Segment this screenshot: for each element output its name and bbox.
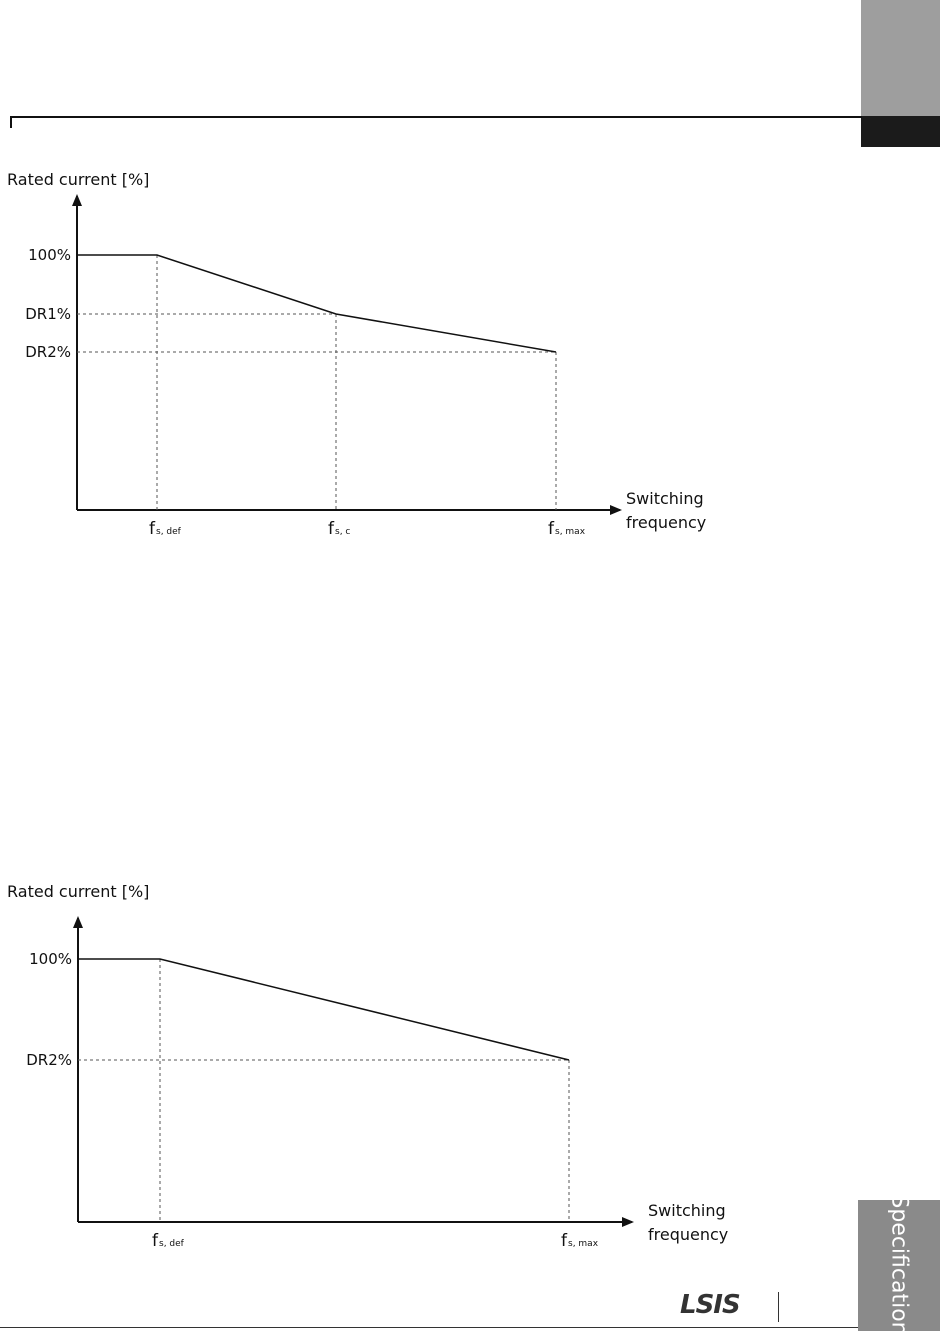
x-axis-title-line: Switching xyxy=(648,1201,726,1220)
x-tick-subscript: s, max xyxy=(555,527,586,537)
section-side-tab-label: Specification xyxy=(886,1194,912,1336)
y-axis-title: Rated current [%] xyxy=(7,170,150,189)
y-tick-label: DR1% xyxy=(25,305,71,323)
x-axis-title-line: frequency xyxy=(626,513,707,532)
x-tick-subscript: s, max xyxy=(568,1239,599,1249)
y-tick-label: 100% xyxy=(28,246,71,264)
x-tick-subscript: s, c xyxy=(335,527,351,537)
y-axis-title: Rated current [%] xyxy=(7,882,150,901)
chart-derating-1 xyxy=(0,160,800,560)
x-axis-arrow xyxy=(610,505,622,515)
x-tick-label xyxy=(152,1231,185,1251)
x-tick-label xyxy=(561,1231,599,1251)
x-tick-subscript: s, def xyxy=(159,1239,184,1249)
chart-1-svg xyxy=(0,160,800,560)
x-tick-main: f xyxy=(328,519,334,539)
y-tick-label: DR2% xyxy=(25,343,71,361)
chart-2-svg xyxy=(0,872,800,1272)
y-tick-label: 100% xyxy=(29,950,72,968)
x-tick-main: f xyxy=(152,1231,158,1251)
x-axis-title xyxy=(626,489,706,532)
y-tick-label: DR2% xyxy=(26,1051,72,1069)
x-tick-main: f xyxy=(561,1231,567,1251)
y-axis-arrow xyxy=(73,916,83,928)
chart-derating-2 xyxy=(0,872,800,1272)
header-rule-tick xyxy=(10,116,12,128)
x-axis-arrow xyxy=(622,1217,634,1227)
x-tick-label xyxy=(149,519,182,539)
footer-rule xyxy=(0,1327,858,1328)
section-side-tab xyxy=(858,1194,940,1336)
derating-curve xyxy=(78,959,569,1060)
x-tick-main: f xyxy=(149,519,155,539)
x-tick-subscript: s, def xyxy=(156,527,181,537)
x-tick-main: f xyxy=(548,519,554,539)
x-axis-title-line: frequency xyxy=(648,1225,729,1244)
y-axis-arrow xyxy=(72,194,82,206)
company-logo: LSIS xyxy=(680,1290,740,1320)
chapter-tab-black xyxy=(861,116,940,147)
x-axis-title-line: Switching xyxy=(626,489,704,508)
chapter-tab-gray xyxy=(861,0,940,116)
x-tick-label xyxy=(328,519,350,539)
header-rule xyxy=(10,116,862,118)
derating-curve xyxy=(77,255,556,352)
footer-logo-divider xyxy=(778,1292,779,1322)
x-tick-label xyxy=(548,519,586,539)
x-axis-title xyxy=(648,1201,728,1244)
